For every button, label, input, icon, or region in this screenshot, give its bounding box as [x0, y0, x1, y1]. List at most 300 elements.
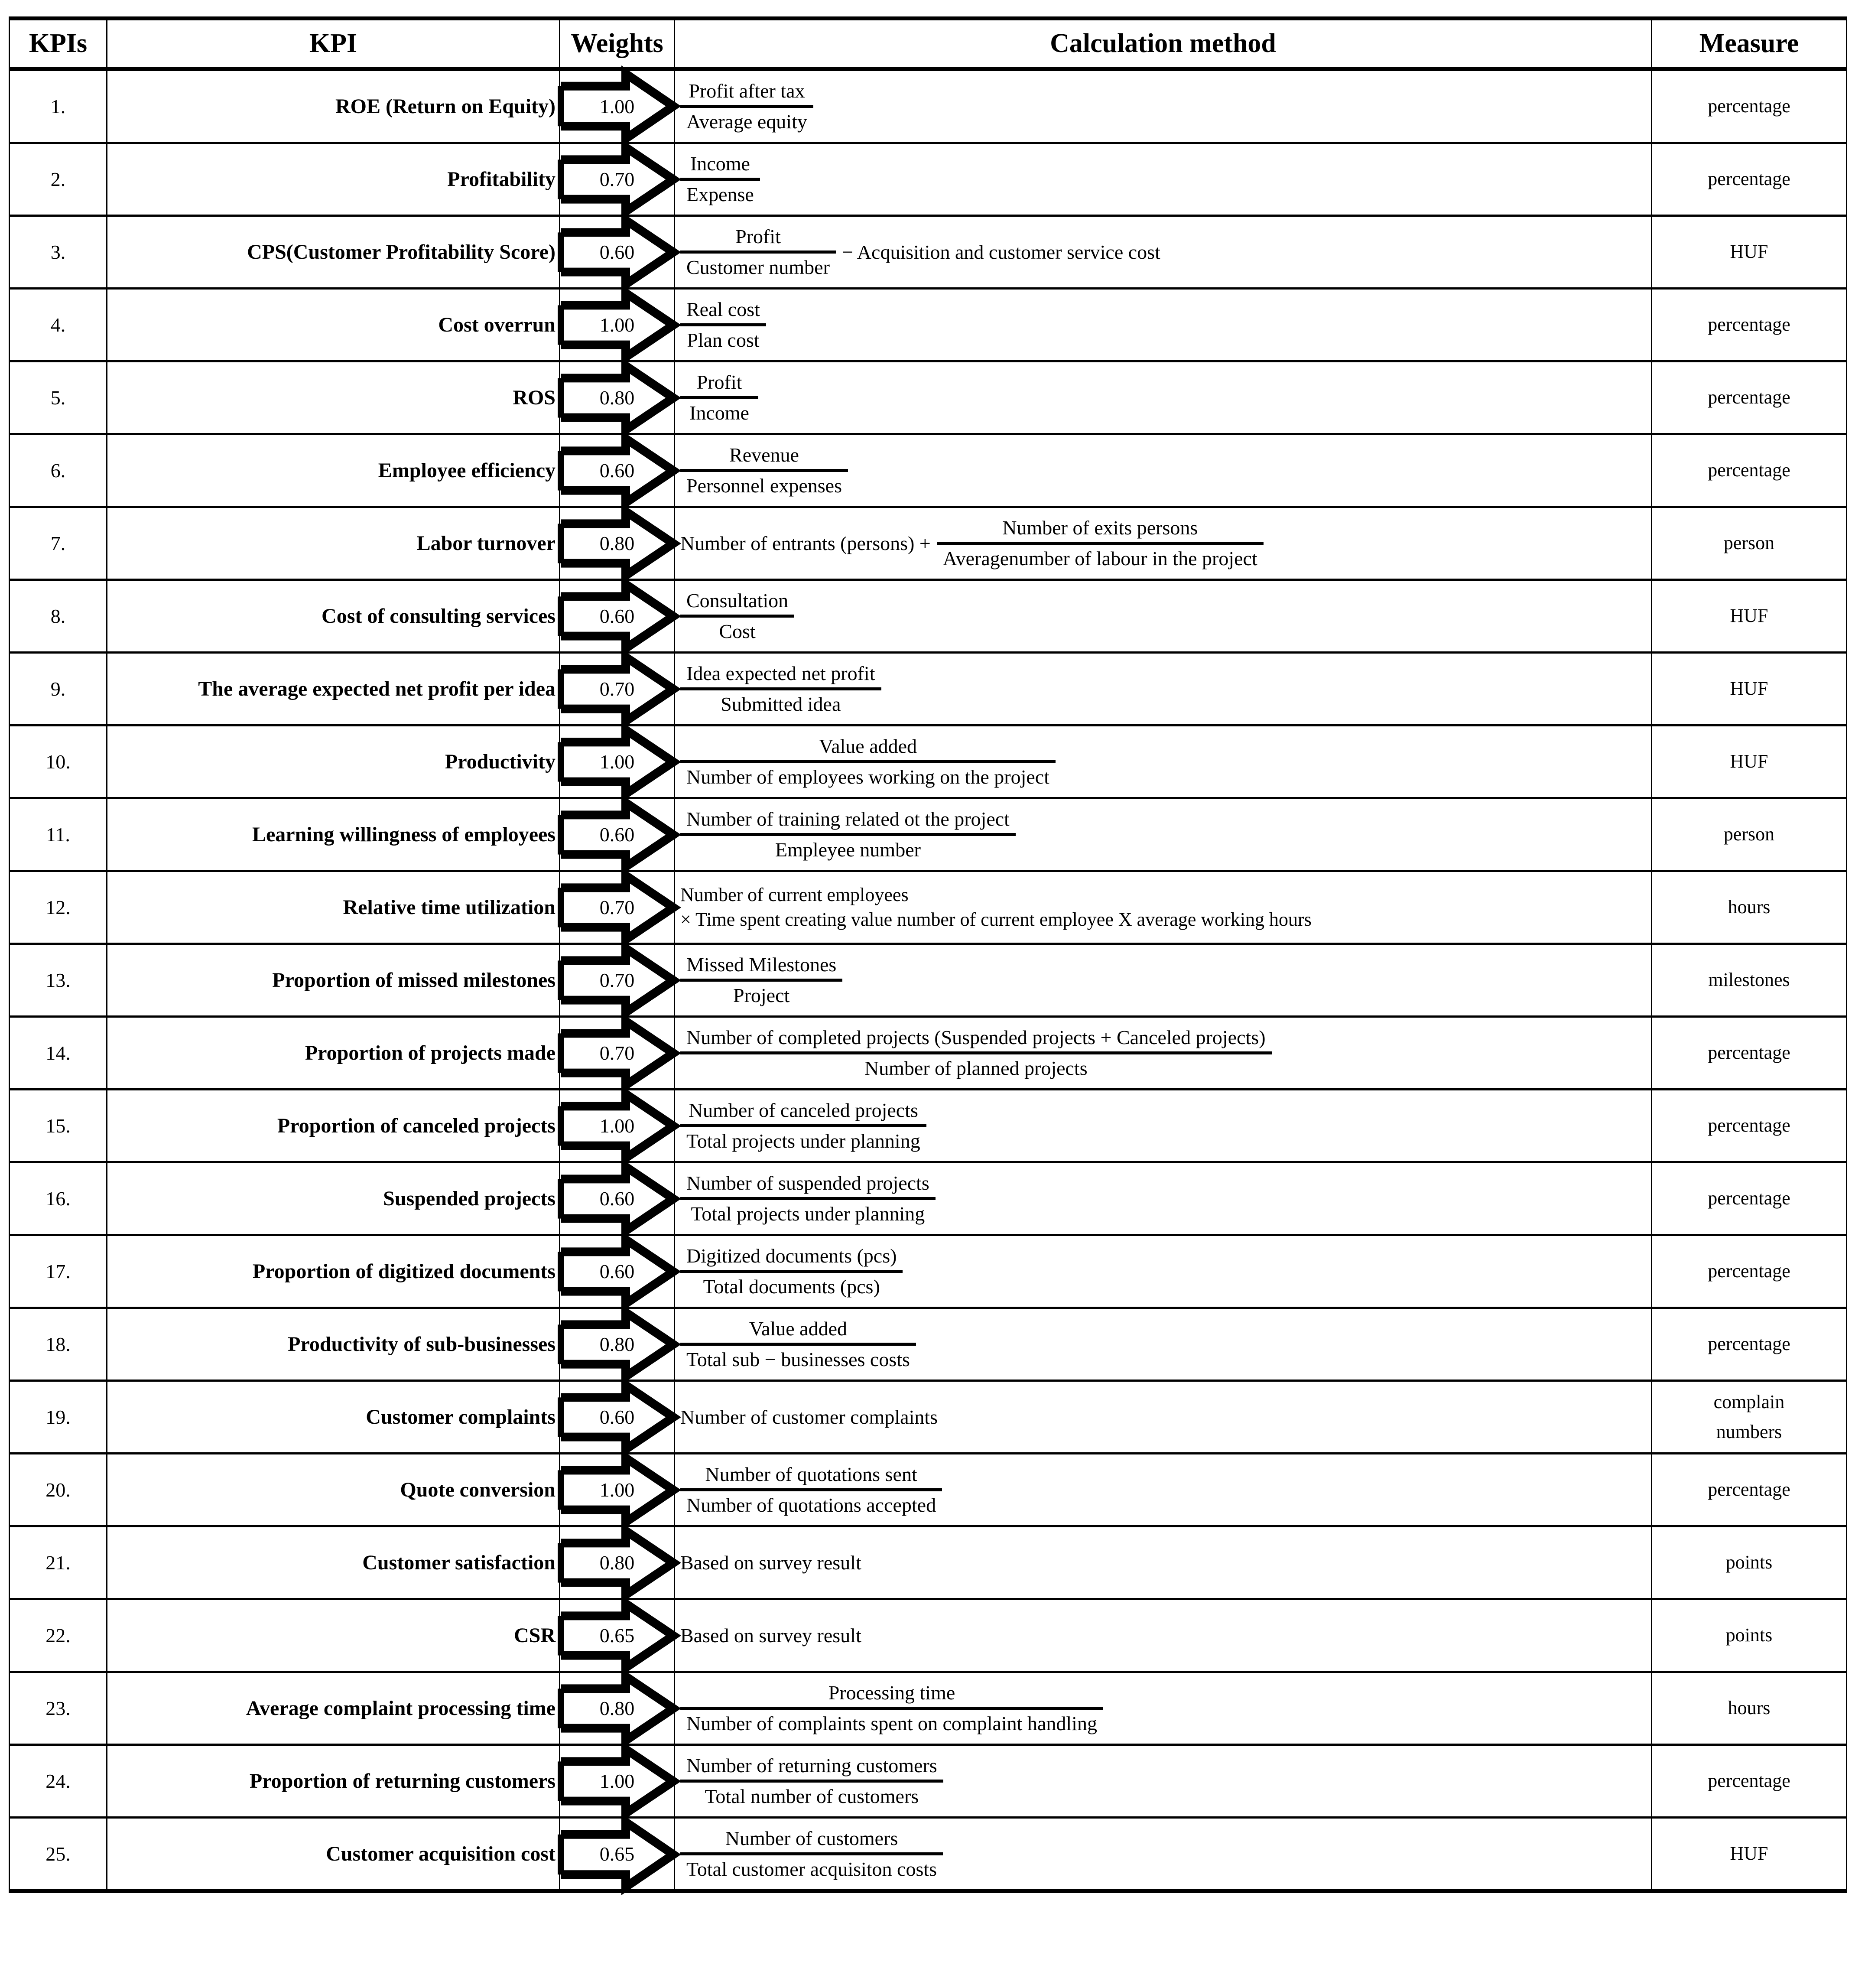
calculation-content [675, 654, 1651, 724]
row-index: 20. [10, 1454, 107, 1526]
weight-value: 0.60 [599, 241, 635, 263]
row-index: 13. [10, 944, 107, 1017]
formula [675, 1754, 943, 1807]
formula [675, 883, 1312, 932]
calculation-content [675, 581, 1651, 651]
fraction-numerator: Processing time [828, 1682, 955, 1704]
kpi-name-label: Proportion of digitized documents [252, 1260, 556, 1283]
measure-cell [1652, 143, 1847, 216]
formula [675, 153, 760, 205]
fraction-denominator: Number of quotations accepted [686, 1494, 936, 1516]
formula [675, 1406, 938, 1428]
measure-value: percentage [1708, 314, 1790, 335]
formula [675, 80, 813, 133]
measure-value: percentage [1708, 1260, 1790, 1282]
table-row [10, 507, 1847, 580]
kpi-name-label: Productivity [445, 750, 556, 773]
fraction [680, 371, 758, 424]
calculation-content [675, 1163, 1651, 1234]
fraction-bar [680, 1780, 943, 1783]
table-row [10, 69, 1847, 143]
measure-cell [1652, 289, 1847, 361]
fraction-numerator: Missed Milestones [686, 953, 837, 976]
fraction-denominator: Number of employees working on the project [686, 766, 1049, 788]
calculation-cell [675, 726, 1652, 798]
weight-cell [560, 653, 675, 726]
weight-value: 0.70 [599, 168, 635, 190]
row-index: 18. [10, 1308, 107, 1381]
formula-prefix: Number of entrants (persons) + [680, 532, 931, 554]
weight-value: 1.00 [599, 1479, 635, 1501]
fraction-bar [680, 1852, 943, 1855]
fraction-denominator: Submitted idea [721, 693, 841, 715]
fraction-numerator: Value added [819, 735, 917, 758]
formula [675, 953, 842, 1006]
measure-cell [1652, 944, 1847, 1017]
calculation-cell [675, 507, 1652, 580]
fraction [680, 589, 794, 642]
weight-value: 1.00 [599, 751, 635, 773]
fraction [680, 1754, 943, 1807]
row-index: 4. [10, 289, 107, 361]
header-kpi: KPI [107, 19, 560, 69]
calculation-cell [675, 798, 1652, 871]
table-row [10, 434, 1847, 507]
kpi-name-cell [107, 1672, 560, 1745]
kpi-name-cell [107, 944, 560, 1017]
kpi-name-cell [107, 1745, 560, 1818]
measure-cell [1652, 1745, 1847, 1818]
header-measure: Measure [1652, 19, 1847, 69]
table-row [10, 1162, 1847, 1235]
kpi-name-cell [107, 726, 560, 798]
fraction-numerator: Number of suspended projects [686, 1172, 929, 1194]
fraction-numerator: Idea expected net profit [686, 662, 875, 685]
formula [675, 1245, 903, 1298]
kpi-name-cell [107, 1454, 560, 1526]
measure-cell [1652, 1381, 1847, 1454]
weight-value: 0.65 [599, 1624, 635, 1646]
measure-cell [1652, 69, 1847, 143]
calculation-cell [675, 580, 1652, 653]
formula [675, 808, 1016, 861]
calculation-content [675, 726, 1651, 797]
kpi-name-cell [107, 1526, 560, 1599]
calculation-content [675, 1018, 1651, 1088]
formula-line: × Time spent creating value number of current employee X average working hours [680, 908, 1312, 930]
fraction [680, 225, 836, 278]
fraction-numerator: Number of canceled projects [688, 1099, 918, 1122]
weight-value: 1.00 [599, 95, 635, 117]
calculation-content [675, 945, 1651, 1015]
kpi-name-cell [107, 653, 560, 726]
formula [675, 517, 1264, 569]
measure-cell [1652, 361, 1847, 434]
formula [675, 298, 766, 351]
fraction [680, 735, 1056, 788]
weight-cell [560, 289, 675, 361]
calculation-cell [675, 69, 1652, 143]
table-row [10, 361, 1847, 434]
row-index: 17. [10, 1235, 107, 1308]
table-row [10, 653, 1847, 726]
calculation-cell [675, 1454, 1652, 1526]
calculation-content [675, 362, 1651, 433]
measure-value: percentage [1708, 387, 1790, 408]
fraction-numerator: Number of customers [725, 1827, 898, 1850]
row-index: 6. [10, 434, 107, 507]
calculation-cell [675, 1745, 1652, 1818]
fraction-numerator: Profit [735, 225, 781, 248]
table-row [10, 1090, 1847, 1162]
kpi-table [9, 16, 1847, 1893]
header-row [10, 19, 1847, 69]
fraction [680, 953, 842, 1006]
kpi-name-label: ROE (Return on Equity) [335, 95, 556, 118]
formula [675, 371, 758, 424]
formula-lines [680, 883, 1312, 932]
weight-cell [560, 1745, 675, 1818]
measure-value: HUF [1730, 1843, 1768, 1864]
kpi-name-label: CPS(Customer Profitability Score) [247, 241, 556, 264]
fraction [937, 517, 1264, 569]
fraction-numerator: Real cost [686, 298, 760, 321]
row-index: 11. [10, 798, 107, 871]
fraction-denominator: Number of planned projects [864, 1057, 1088, 1079]
measure-cell [1652, 1235, 1847, 1308]
calculation-content [675, 508, 1651, 579]
calculation-content [675, 799, 1651, 870]
fraction [680, 153, 760, 205]
fraction-denominator: Averagenumber of labour in the project [942, 547, 1257, 569]
formula-line: Number of current employees [680, 884, 909, 906]
measure-value: hours [1728, 1697, 1771, 1719]
weight-cell [560, 1454, 675, 1526]
kpi-name-cell [107, 289, 560, 361]
row-index: 14. [10, 1017, 107, 1090]
fraction-denominator: Total sub − businesses costs [686, 1348, 910, 1370]
calculation-cell [675, 1308, 1652, 1381]
calculation-content [675, 1600, 1651, 1671]
calculation-cell [675, 1599, 1652, 1672]
row-index: 15. [10, 1090, 107, 1162]
weight-cell [560, 1235, 675, 1308]
header-kpis: KPIs [10, 19, 107, 69]
fraction [680, 80, 813, 133]
kpi-name-cell [107, 1308, 560, 1381]
measure-cell [1652, 871, 1847, 944]
weight-cell [560, 798, 675, 871]
fraction-denominator: Average equity [686, 111, 807, 133]
kpi-name-cell [107, 434, 560, 507]
weight-cell [560, 361, 675, 434]
table-row [10, 1454, 1847, 1526]
fraction [680, 1682, 1103, 1734]
calculation-cell [675, 1017, 1652, 1090]
calculation-cell [675, 1381, 1652, 1454]
weight-value: 1.00 [599, 314, 635, 336]
kpi-name-label: CSR [513, 1624, 556, 1647]
calculation-content [675, 1673, 1651, 1744]
weight-value: 0.80 [599, 1333, 635, 1355]
kpi-name-label: Cost of consulting services [322, 605, 556, 628]
fraction-bar [680, 687, 881, 690]
table-row [10, 1526, 1847, 1599]
weight-value: 0.80 [599, 387, 635, 409]
fraction-bar [680, 1488, 942, 1491]
measure-cell [1652, 434, 1847, 507]
calculation-content [675, 1382, 1651, 1452]
kpi-name-cell [107, 1090, 560, 1162]
fraction [680, 1318, 916, 1370]
row-index: 1. [10, 69, 107, 143]
kpi-name-label: Customer acquisition cost [326, 1842, 556, 1865]
fraction [680, 1099, 926, 1152]
table-row [10, 1381, 1847, 1454]
measure-value: percentage [1708, 1333, 1790, 1355]
formula [675, 1318, 916, 1370]
weight-cell [560, 1526, 675, 1599]
calculation-content [675, 1236, 1651, 1307]
fraction-denominator: Personnel expenses [686, 475, 842, 497]
calculation-cell [675, 1526, 1652, 1599]
calculation-cell [675, 216, 1652, 289]
measure-value: percentage [1708, 1188, 1790, 1209]
row-index: 22. [10, 1599, 107, 1672]
kpi-name-cell [107, 871, 560, 944]
formula [675, 1624, 861, 1647]
calculation-content [675, 1309, 1651, 1380]
kpi-name-label: Quote conversion [400, 1478, 556, 1501]
kpi-name-label: Relative time utilization [343, 896, 556, 919]
weight-cell [560, 216, 675, 289]
fraction-bar [937, 542, 1264, 545]
row-index: 21. [10, 1526, 107, 1599]
measure-cell [1652, 507, 1847, 580]
table-header [10, 19, 1847, 69]
weight-cell [560, 1090, 675, 1162]
measure-value: hours [1728, 896, 1771, 918]
row-index: 25. [10, 1818, 107, 1891]
measure-cell [1652, 1162, 1847, 1235]
measure-value: HUF [1730, 605, 1768, 627]
fraction-bar [680, 1197, 936, 1200]
fraction-denominator: Expense [686, 183, 754, 205]
fraction-denominator: Customer number [686, 256, 830, 278]
measure-value: HUF [1730, 678, 1768, 700]
measure-cell [1652, 1454, 1847, 1526]
kpi-name-label: Profitability [447, 168, 556, 191]
calculation-content [675, 1454, 1651, 1525]
fraction-bar [680, 323, 766, 326]
fraction-numerator: Number of returning customers [686, 1754, 937, 1777]
kpi-name-cell [107, 507, 560, 580]
kpi-name-cell [107, 1162, 560, 1235]
kpi-name-cell [107, 361, 560, 434]
weight-cell [560, 1308, 675, 1381]
formula [675, 225, 1160, 278]
row-index: 5. [10, 361, 107, 434]
fraction-bar [680, 105, 813, 108]
table-row [10, 289, 1847, 361]
row-index: 3. [10, 216, 107, 289]
weight-value: 0.80 [599, 1552, 635, 1574]
kpi-name-cell [107, 1818, 560, 1891]
fraction-numerator: Income [690, 153, 750, 175]
kpi-name-label: Productivity of sub-businesses [288, 1333, 556, 1356]
measure-cell [1652, 1599, 1847, 1672]
row-index: 23. [10, 1672, 107, 1745]
kpi-name-label: Proportion of missed milestones [272, 969, 556, 992]
calculation-cell [675, 871, 1652, 944]
weight-value: 0.60 [599, 605, 635, 627]
measure-value: percentage [1708, 1479, 1790, 1500]
fraction-bar [680, 1124, 926, 1127]
fraction [680, 1463, 942, 1516]
kpi-name-label: ROS [513, 386, 556, 409]
calculation-content [675, 1819, 1651, 1889]
fraction [680, 1026, 1272, 1079]
weight-cell [560, 143, 675, 216]
formula [675, 1463, 942, 1516]
fraction-denominator: Income [689, 402, 749, 424]
weight-cell [560, 1818, 675, 1891]
measure-value: percentage [1708, 95, 1790, 117]
kpi-name-cell [107, 1235, 560, 1308]
fraction-numerator: Profit [696, 371, 742, 394]
kpi-name-cell [107, 798, 560, 871]
row-index: 12. [10, 871, 107, 944]
weight-cell [560, 434, 675, 507]
kpi-name-label: Proportion of projects made [305, 1041, 556, 1064]
table-row [10, 1599, 1847, 1672]
measure-value: percentage [1708, 1770, 1790, 1792]
calculation-content [675, 435, 1651, 506]
fraction-numerator: Number of exits persons [1002, 517, 1198, 539]
table-body [10, 69, 1847, 1891]
fraction [680, 1172, 936, 1225]
calculation-cell [675, 434, 1652, 507]
row-index: 8. [10, 580, 107, 653]
measure-cell [1652, 653, 1847, 726]
table-row [10, 1308, 1847, 1381]
table-row [10, 1672, 1847, 1745]
fraction-denominator: Project [733, 984, 790, 1006]
fraction-numerator: Revenue [729, 444, 799, 466]
measure-cell [1652, 1526, 1847, 1599]
header-weights: Weights [560, 19, 675, 69]
weight-value: 0.70 [599, 678, 635, 700]
measure-value: percentage [1708, 168, 1790, 190]
measure-cell [1652, 1308, 1847, 1381]
fraction-numerator: Number of quotations sent [705, 1463, 917, 1486]
kpi-name-label: Proportion of canceled projects [277, 1114, 556, 1137]
calculation-content [675, 1527, 1651, 1598]
fraction-bar [680, 615, 794, 618]
measure-line: numbers [1716, 1421, 1782, 1442]
weight-cell [560, 1599, 675, 1672]
calculation-content [675, 217, 1651, 287]
calculation-cell [675, 361, 1652, 434]
formula-text: Number of customer complaints [680, 1406, 938, 1428]
measure-cell [1652, 1818, 1847, 1891]
calculation-cell [675, 1818, 1652, 1891]
fraction-bar [680, 833, 1016, 836]
calculation-cell [675, 1090, 1652, 1162]
formula [675, 1099, 926, 1152]
measure-value: milestones [1708, 969, 1790, 991]
calculation-cell [675, 143, 1652, 216]
kpi-name-cell [107, 1017, 560, 1090]
fraction-bar [680, 979, 842, 982]
fraction-bar [680, 251, 836, 254]
measure-cell [1652, 798, 1847, 871]
weight-cell [560, 69, 675, 143]
table-row [10, 944, 1847, 1017]
row-index: 24. [10, 1745, 107, 1818]
kpi-name-cell [107, 1381, 560, 1454]
calculation-cell [675, 944, 1652, 1017]
weight-cell [560, 1162, 675, 1235]
weight-value: 0.60 [599, 1406, 635, 1428]
formula [675, 735, 1056, 788]
row-index: 9. [10, 653, 107, 726]
fraction-bar [680, 1707, 1103, 1710]
calculation-content [675, 290, 1651, 360]
calculation-cell [675, 653, 1652, 726]
weight-value: 0.70 [599, 896, 635, 918]
fraction-denominator: Number of complaints spent on complaint handling [686, 1712, 1097, 1734]
formula [675, 1172, 936, 1225]
table-row [10, 143, 1847, 216]
weight-cell [560, 944, 675, 1017]
kpi-name-label: Suspended projects [383, 1187, 556, 1210]
fraction-denominator: Empleyee number [775, 839, 921, 861]
fraction-bar [680, 1051, 1272, 1054]
kpi-name-label: Average complaint processing time [246, 1697, 556, 1720]
fraction-bar [680, 396, 758, 399]
kpi-name-cell [107, 143, 560, 216]
fraction [680, 1245, 903, 1298]
formula [675, 444, 848, 497]
measure-value: person [1723, 532, 1775, 554]
weight-value: 0.60 [599, 1260, 635, 1282]
calculation-cell [675, 1235, 1652, 1308]
measure-cell [1652, 1672, 1847, 1745]
measure-value: points [1725, 1624, 1773, 1646]
fraction-denominator: Total projects under planning [691, 1203, 925, 1225]
fraction-numerator: Number of completed projects (Suspended projects + Canceled projects) [686, 1026, 1266, 1049]
calculation-cell [675, 289, 1652, 361]
table-row [10, 871, 1847, 944]
fraction-numerator: Value added [749, 1318, 847, 1340]
formula [675, 1551, 861, 1574]
row-index: 19. [10, 1381, 107, 1454]
fraction-denominator: Plan cost [687, 329, 760, 351]
row-index: 16. [10, 1162, 107, 1235]
weight-value: 1.00 [599, 1115, 635, 1137]
formula-text: Based on survey result [680, 1624, 861, 1646]
calculation-content [675, 872, 1651, 943]
weight-value: 0.60 [599, 459, 635, 482]
weight-value: 0.60 [599, 823, 635, 846]
fraction [680, 662, 881, 715]
formula [675, 662, 881, 715]
kpi-name-label: Employee efficiency [378, 459, 556, 482]
header-calculation: Calculation method [675, 19, 1652, 69]
weight-cell [560, 580, 675, 653]
measure-cell [1652, 216, 1847, 289]
